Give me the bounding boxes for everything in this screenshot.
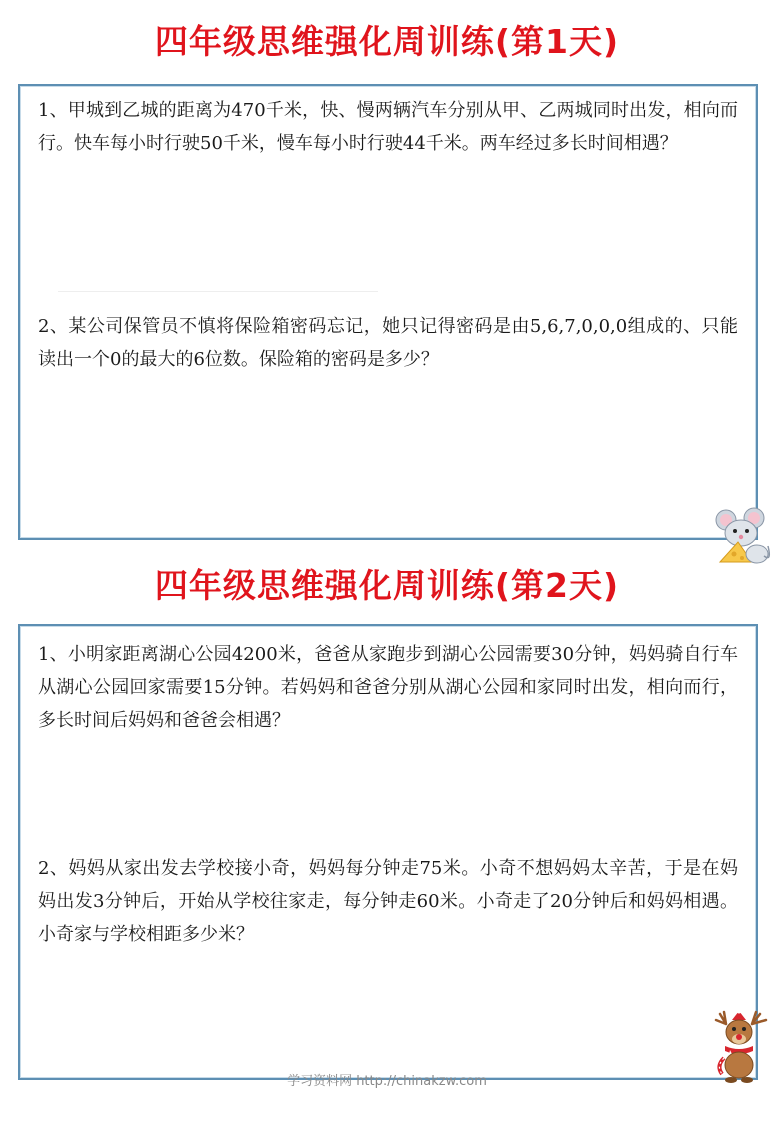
day2-question-box [18, 624, 758, 1080]
day2-question-2: 2、妈妈从家出发去学校接小奇，妈妈每分钟走75米。小奇不想妈妈太辛苦，于是在妈妈出发3分钟后，开始从学校往家走，每分钟走60米。小奇走了20分钟后和妈妈相遇。小奇家与学校相距多少米？ [38, 858, 738, 945]
day1-title: 四年级思维强化周训练(第1天) [154, 22, 620, 61]
day1-question-2: 2、某公司保管员不慎将保险箱密码忘记，她只记得密码是由5,6,7,0,0,0组成的、只能读出一个0的最大的6位数。保险箱的密码是多少？ [38, 316, 738, 370]
day2-question-1: 1、小明家距离湖心公园4200米，爸爸从家跑步到湖心公园需要30分钟，妈妈骑自行车从湖心公园回家需要15分钟。若妈妈和爸爸分别从湖心公园和家同时出发，相向而行，多长时间后妈妈和爸爸会相遇？ [38, 644, 738, 731]
mouse-cheese-icon [712, 506, 772, 566]
answer-line [58, 291, 378, 292]
day1-question-1: 1、甲城到乙城的距离为470千米，快、慢两辆汽车分别从甲、乙两城同时出发，相向而行。快车每小时行驶50千米，慢车每小时行驶44千米。两车经过多长时间相遇？ [38, 100, 738, 154]
day2-title: 四年级思维强化周训练(第2天) [154, 566, 620, 605]
day1-question-box [18, 84, 758, 540]
footer-watermark: 学习资料网 http://chinakzw.com [287, 1074, 487, 1089]
